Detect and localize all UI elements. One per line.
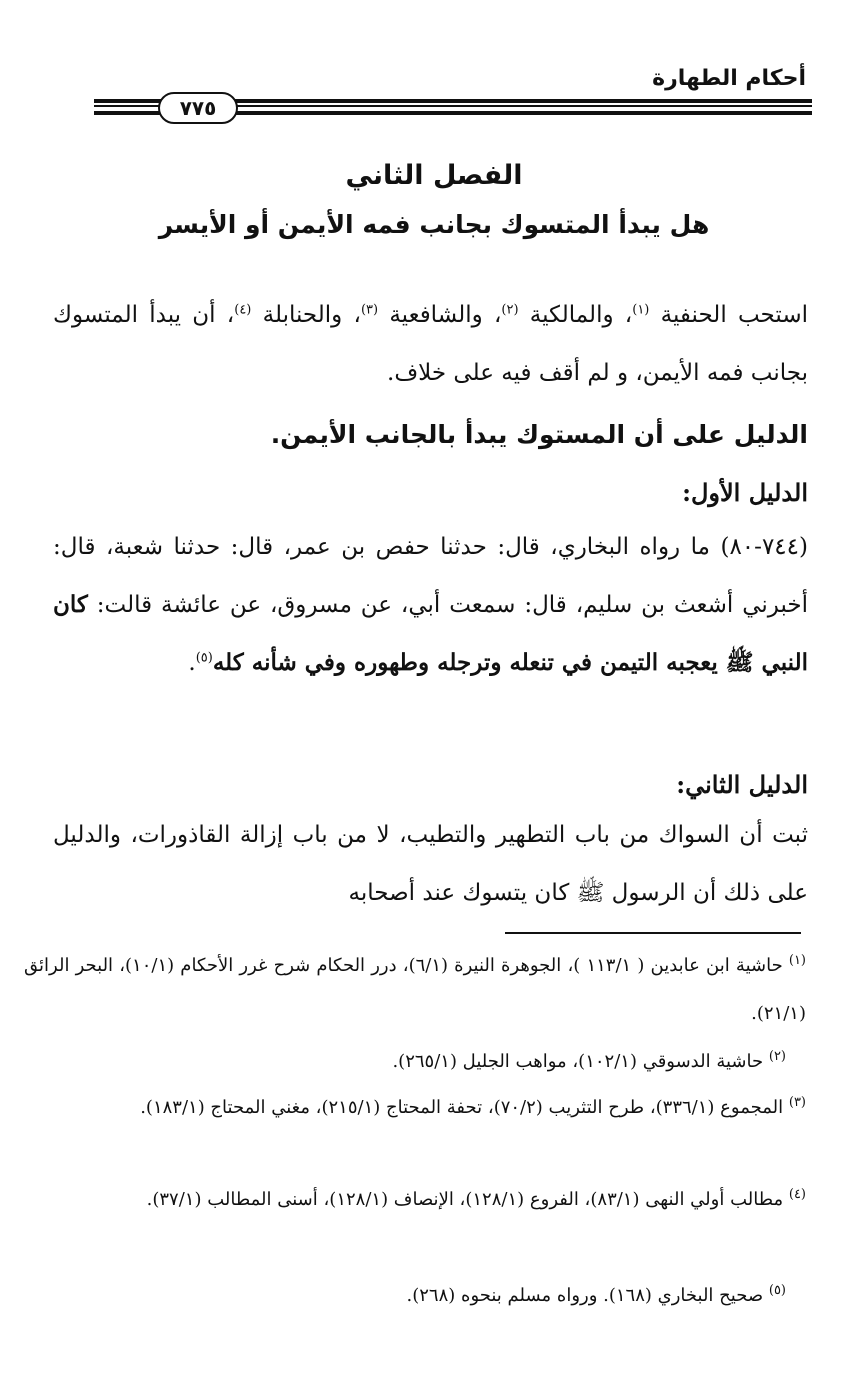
footnote-5: $^{(٥)}$ صحيح البخاري (١٦٨). ورواه مسلم بنحوه (٢٦٨). bbox=[406, 1283, 786, 1306]
first-evidence-label: الدليل الأول: bbox=[682, 478, 808, 507]
hadith-paragraph: (٧٤٤-٨٠) ما رواه البخاري، قال: حدثنا حفص بن عمر، قال: حدثنا شعبة، قال: أخبرني أشعث بن سليم، قال: سمعت أبي، عن مسروق، عن عائشة قالت: كان النبي ﷺ يعجبه التيمن في تنعله وترجله وطهوره وفي شأنه كله$^{(٥)}$. bbox=[53, 534, 808, 676]
footnote-ref-3[interactable]: (٣) bbox=[360, 302, 379, 318]
footnote-4: $^{(٤)}$ مطالب أولي النهى (٨٣/١)، الفروع (١٢٨/١)، الإنصاف (١٢٨/١)، أسنى المطالب (٣٧/١). bbox=[146, 1187, 806, 1210]
footnote-2: $^{(٢)}$ حاشية الدسوقي (١٠٢/١)، مواهب الجليل (٢٦٥/١). bbox=[392, 1049, 786, 1072]
second-evidence-label: الدليل الثاني: bbox=[676, 770, 808, 799]
footnote-ref-4[interactable]: (٤) bbox=[234, 302, 252, 318]
footnote-3: $^{(٣)}$ المجموع (٣٣٦/١)، طرح التثريب (٧٠/٢)، تحفة المحتاج (٢١٥/١)، مغني المحتاج (١٨٣/١). bbox=[140, 1095, 806, 1118]
evidence-heading: الدليل على أن المستوك يبدأ بالجانب الأيمن. bbox=[270, 420, 808, 449]
chapter-subtitle: هل يبدأ المتسوك بجانب فمه الأيمن أو الأيسر bbox=[158, 210, 710, 239]
page-number: ٧٧٥ bbox=[158, 92, 238, 124]
footnote-ref-5[interactable]: (٥) bbox=[195, 650, 213, 666]
footnote-separator bbox=[505, 932, 801, 934]
running-title: أحكام الطهارة bbox=[652, 66, 806, 91]
intro-paragraph: استحب الحنفية $^{(١)}$، والمالكية $^{(٢)}$، والشافعية $^{(٣)}$، والحنابلة $^{(٤)}$، أن يبدأ المتسوك بجانب فمه الأيمن، و لم أقف فيه على خلاف. bbox=[53, 302, 808, 386]
hadith-text: كان النبي ﷺ يعجبه التيمن في تنعله وترجله وطهوره وفي شأنه كله bbox=[53, 591, 808, 676]
footnote-1: $^{(١)}$ حاشية ابن عابدين ( ١١٣/١ )، الجوهرة النيرة (٦/١)، درر الحكام شرح غرر الأحكام (١٠/١)، البحر الرائق (٢١/١). bbox=[24, 953, 806, 1024]
chapter-title: الفصل الثاني bbox=[345, 160, 523, 191]
footnote-ref-1[interactable]: (١) bbox=[632, 302, 650, 318]
footnote-ref-2[interactable]: (٢) bbox=[501, 302, 519, 318]
second-evidence-paragraph: ثبت أن السواك من باب التطهير والتطيب، لا من باب إزالة القاذورات، والدليل على ذلك أن الرسول ﷺ كان يتسوك عند أصحابه bbox=[53, 822, 808, 906]
